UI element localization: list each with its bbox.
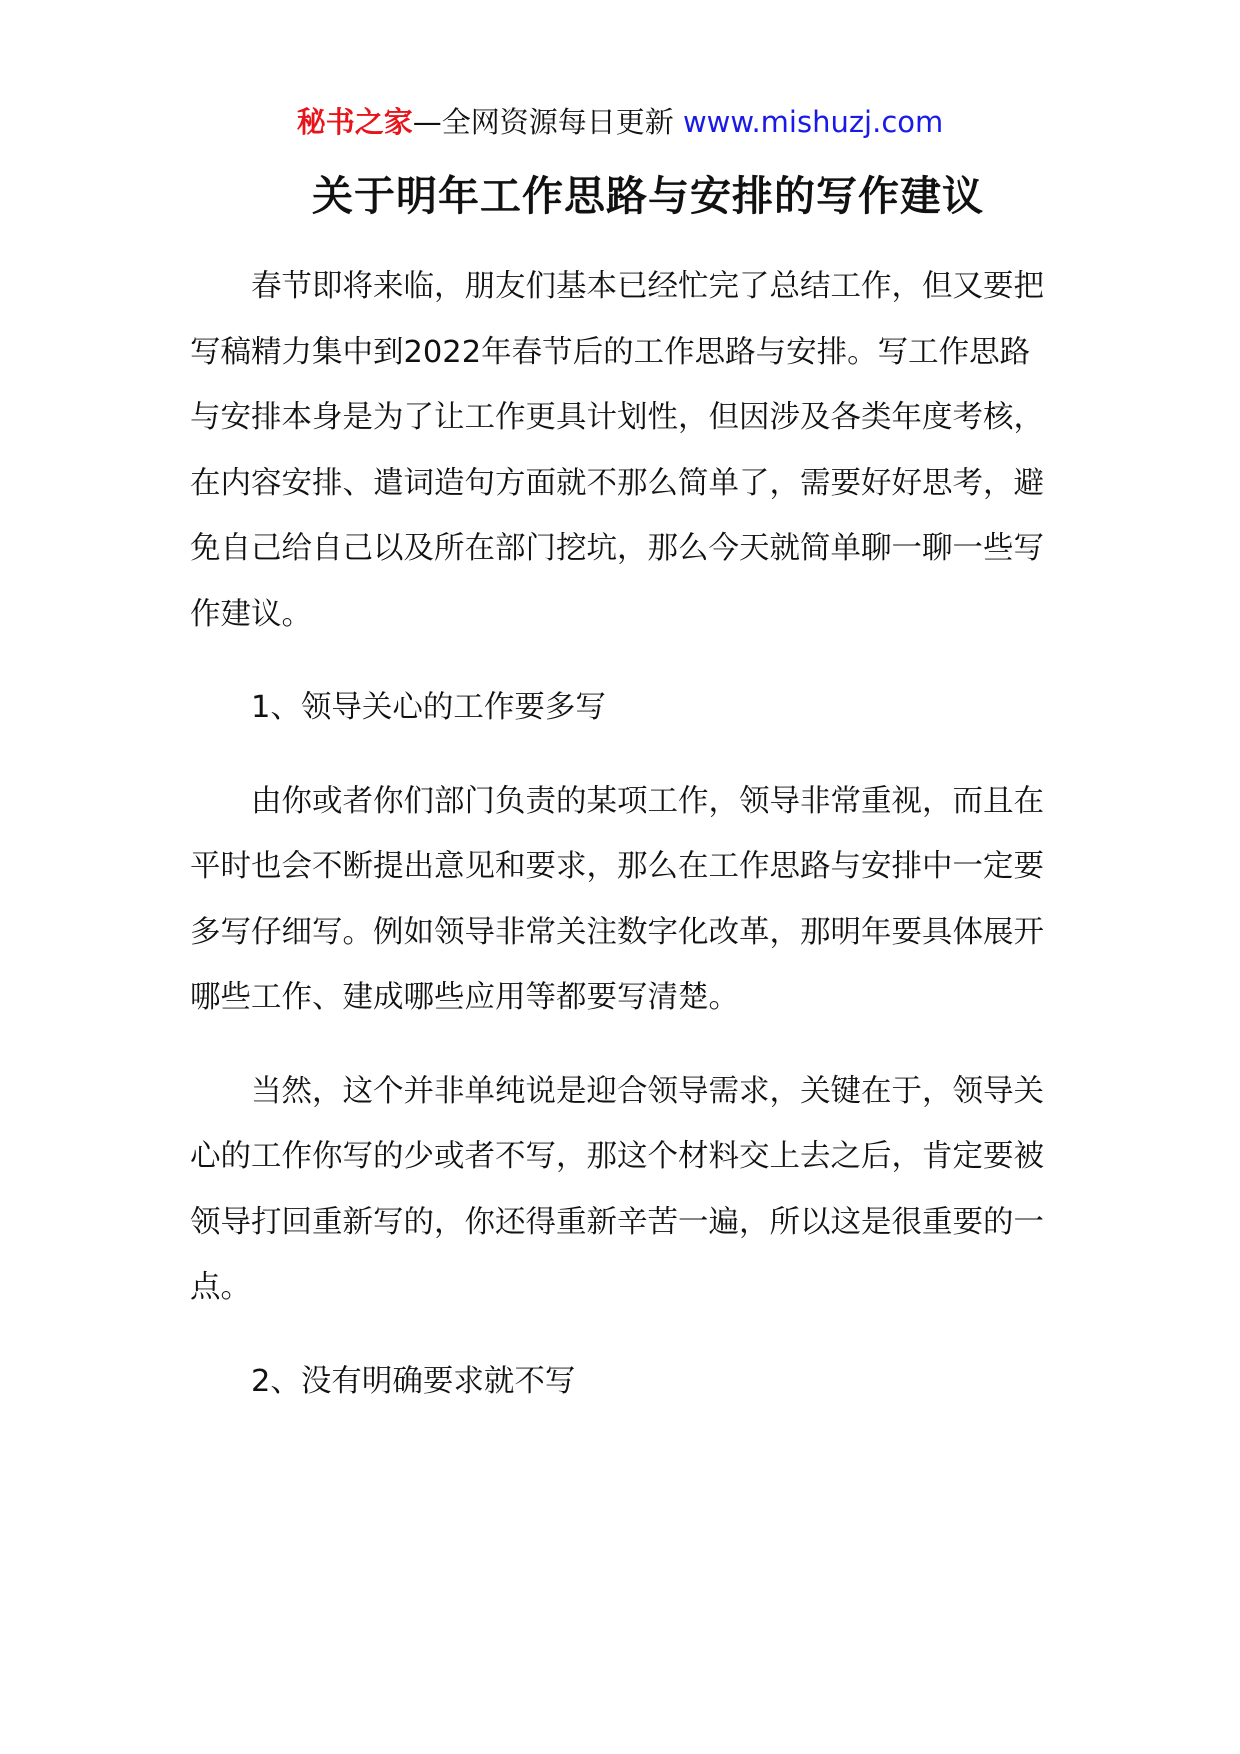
paragraph-section-1-a: 由你或者你们部门负责的某项工作，领导非常重视，而且在平时也会不断提出意见和要求，那么在工作思路与安排中一定要多写仔细写。例如领导非常关注数字化改革，那明年要具体展开哪些工作、建成哪些应用等都要写清楚。	[190, 783, 1044, 1015]
paragraph-intro: 春节即将来临，朋友们基本已经忙完了总结工作，但又要把写稿精力集中到2022年春节后的工作思路与安排。写工作思路与安排本身是为了让工作更具计划性，但因涉及各类年度考核，在内容安排、遣词造句方面就不那么简单了，需要好好思考，避免自己给自己以及所在部门挖坑，那么今天就简单聊一聊一些写作建议。	[190, 269, 1044, 632]
site-url[interactable]: www.mishuzj.com	[682, 105, 944, 139]
header-tagline: —全网资源每日更新	[412, 105, 683, 139]
brand-name: 秘书之家	[296, 105, 413, 139]
paragraph-section-1-b: 当然，这个并非单纯说是迎合领导需求，关键在于，领导关心的工作你写的少或者不写，那这个材料交上去之后，肯定要被领导打回重新写的，你还得重新辛苦一遍，所以这是很重要的一点。	[190, 1073, 1044, 1305]
site-header	[0, 102, 1240, 142]
section-heading-1: 1、领导关心的工作要多写	[251, 690, 606, 725]
section-heading-2: 2、没有明确要求就不写	[251, 1363, 576, 1399]
document-body	[190, 254, 1050, 1414]
document-title: 关于明年工作思路与安排的写作建议	[312, 172, 984, 220]
